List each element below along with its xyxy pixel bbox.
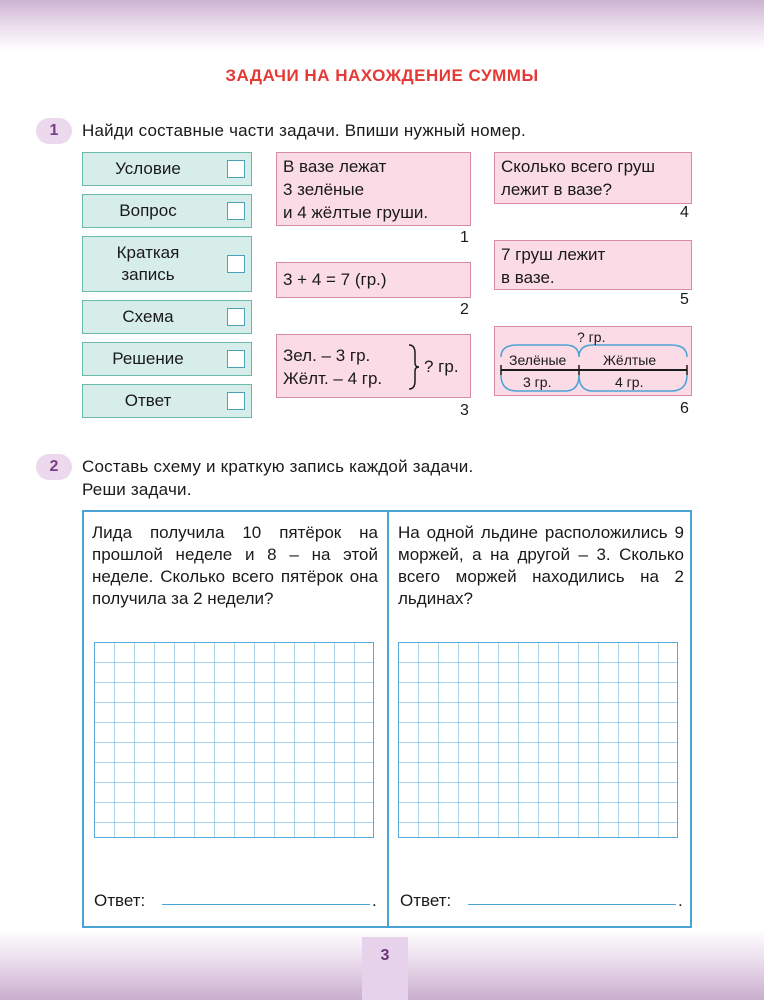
card-3-number: 3 — [460, 402, 469, 419]
scheme-right-value: 4 гр. — [615, 374, 644, 390]
top-decorative-band — [0, 0, 764, 50]
scheme-right-label: Жёлтые — [603, 352, 657, 368]
card-2-number: 2 — [460, 301, 469, 318]
label-solution — [82, 342, 252, 376]
problem-1-text: Лида получила 10 пятёрок на прошлой неделе и 8 – на этой неделе. Сколько всего пятёрок она получила за 2 недели? — [92, 523, 378, 608]
card-5-line-2: в вазе. — [501, 268, 555, 287]
card-question — [494, 152, 692, 204]
label-condition — [82, 152, 252, 186]
task-2-instruction-line-2: Реши задачи. — [82, 480, 192, 499]
card-5-line-1: 7 груш лежит — [501, 245, 606, 264]
card-scheme — [494, 326, 692, 396]
brace-icon — [407, 343, 421, 391]
answer-box-question[interactable] — [227, 202, 245, 220]
card-3-question: ? гр. — [424, 357, 459, 376]
card-1-number: 1 — [460, 229, 469, 246]
problem-1-answer-dot: . — [372, 891, 377, 910]
scheme-left-value: 3 гр. — [523, 374, 552, 390]
problem-1-answer-line[interactable] — [162, 904, 370, 905]
card-5-number: 5 — [680, 291, 689, 308]
answer-box-answer[interactable] — [227, 392, 245, 410]
task-1-number: 1 — [36, 118, 72, 144]
problem-2-grid[interactable] — [398, 642, 678, 838]
problem-2-answer-line[interactable] — [468, 904, 676, 905]
card-3-line-2: Жёлт. – 4 гр. — [283, 369, 383, 388]
label-short-note-text: Краткая запись — [116, 243, 180, 284]
label-question-text: Вопрос — [119, 201, 177, 220]
label-scheme-text: Схема — [122, 307, 174, 326]
scheme-total: ? гр. — [577, 329, 606, 345]
task-2-instruction-line-1: Составь схему и краткую запись каждой задачи. — [82, 457, 474, 476]
page-title: ЗАДАЧИ НА НАХОЖДЕНИЕ СУММЫ — [225, 66, 539, 85]
card-4-line-1: Сколько всего груш — [501, 157, 655, 176]
answer-box-short-note[interactable] — [227, 255, 245, 273]
problem-2-answer-dot: . — [678, 891, 683, 910]
label-short-note — [82, 236, 252, 292]
card-short-note — [276, 334, 471, 398]
card-4-number: 4 — [680, 204, 689, 221]
card-1-line-3: и 4 жёлтые груши. — [283, 203, 429, 222]
task-1-instruction: Найди составные части задачи. Впиши нужный номер. — [82, 121, 526, 140]
label-scheme — [82, 300, 252, 334]
label-solution-text: Решение — [112, 349, 184, 368]
answer-box-solution[interactable] — [227, 350, 245, 368]
card-3-line-1: Зел. – 3 гр. — [283, 346, 371, 365]
problem-2-text: На одной льдине расположились 9 моржей, а на другой – 3. Сколько всего моржей находились на 2 льдинах? — [398, 523, 684, 608]
label-answer-text: Ответ — [124, 391, 172, 410]
page-number: 3 — [362, 937, 408, 1000]
card-solution — [276, 262, 471, 298]
card-condition — [276, 152, 471, 226]
card-6-number: 6 — [680, 400, 689, 417]
label-answer — [82, 384, 252, 418]
card-1-line-2: 3 зелёные — [283, 180, 365, 199]
scheme-left-label: Зелёные — [509, 352, 567, 368]
answer-box-condition[interactable] — [227, 160, 245, 178]
problem-2-answer-label: Ответ: — [400, 891, 452, 910]
card-2-line-1: 3 + 4 = 7 (гр.) — [283, 270, 387, 289]
answer-box-scheme[interactable] — [227, 308, 245, 326]
task-2-number: 2 — [36, 454, 72, 480]
frame-divider — [387, 512, 389, 926]
task-2-frame — [82, 510, 692, 928]
card-answer — [494, 240, 692, 290]
problem-1-grid[interactable] — [94, 642, 374, 838]
card-4-line-2: лежит в вазе? — [501, 180, 612, 199]
label-condition-text: Условие — [115, 159, 181, 178]
problem-1-answer-label: Ответ: — [94, 891, 146, 910]
card-1-line-1: В вазе лежат — [283, 157, 387, 176]
label-question — [82, 194, 252, 228]
